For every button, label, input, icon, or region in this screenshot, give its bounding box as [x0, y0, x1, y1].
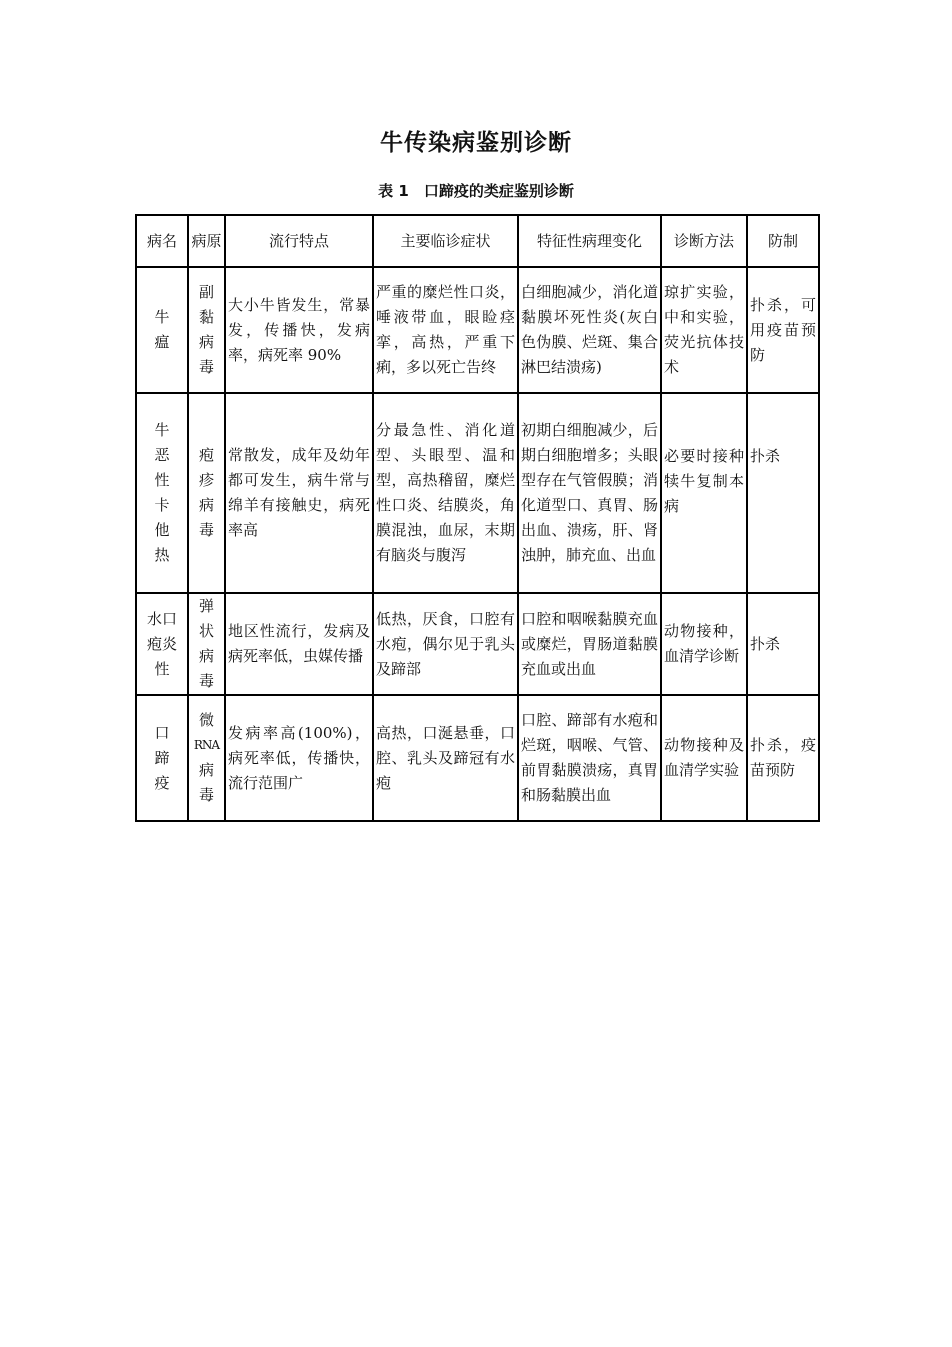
- document-title: 牛传染病鉴别诊断: [380, 130, 572, 156]
- header-pathology: 特征性病理变化: [518, 215, 661, 267]
- header-name: 病名: [136, 215, 188, 267]
- pathogen-part: 毒: [198, 786, 214, 804]
- cell-symptoms: 分最急性、消化道型、头眼型、温和型，高热稽留，糜烂性口炎、结膜炎，角膜混浊，血尿，末期有脑炎与腹泻: [373, 393, 518, 593]
- cell-pathology: 初期白细胞减少，后期白细胞增多；头眼型存在气管假膜；消化道型口、真胃、肠出血、溃疡，肝、肾浊肿，肺充血、出血: [518, 393, 661, 593]
- table-caption: 表 1 口蹄疫的类症鉴别诊断: [378, 182, 574, 200]
- diagnosis-table: [135, 214, 820, 822]
- cell-diagnosis: 动物接种，血清学诊断: [661, 593, 747, 695]
- cell-name: 口蹄疫: [136, 695, 188, 821]
- header-diagnosis: 诊断方法: [661, 215, 747, 267]
- table-row: [136, 393, 819, 593]
- header-epidemic: 流行特点: [225, 215, 373, 267]
- cell-pathology: 白细胞减少，消化道黏膜坏死性炎(灰白色伪膜、烂斑、集合淋巴结溃疡): [518, 267, 661, 393]
- cell-symptoms: 低热，厌食，口腔有水疱，偶尔见于乳头及蹄部: [373, 593, 518, 695]
- table-row: [136, 593, 819, 695]
- table-row: [136, 695, 819, 821]
- cell-name: 牛瘟: [136, 267, 188, 393]
- cell-pathogen: 弹状病毒: [188, 593, 225, 695]
- pathogen-part: 微: [198, 711, 214, 729]
- cell-symptoms: 高热，口涎悬垂，口腔、乳头及蹄冠有水疱: [373, 695, 518, 821]
- cell-pathology: 口腔和咽喉黏膜充血或糜烂，胃肠道黏膜充血或出血: [518, 593, 661, 695]
- cell-epidemic: 地区性流行，发病及病死率低，虫媒传播: [225, 593, 373, 695]
- cell-pathology: 口腔、蹄部有水疱和烂斑，咽喉、气管、前胃黏膜溃疡，真胃和肠黏膜出血: [518, 695, 661, 821]
- cell-epidemic: 常散发，成年及幼年都可发生，病牛常与绵羊有接触史，病死率高: [225, 393, 373, 593]
- cell-epidemic: 发病率高(100%)，病死率低，传播快，流行范围广: [225, 695, 373, 821]
- table-header-row: [136, 215, 819, 267]
- pathogen-part: 病: [198, 761, 214, 779]
- cell-epidemic: 大小牛皆发生，常暴发，传播快，发病率，病死率 90%: [225, 267, 373, 393]
- cell-name: 牛恶性卡他热: [136, 393, 188, 593]
- cell-control: 扑杀，疫苗预防: [747, 695, 819, 821]
- cell-control: 扑杀: [747, 393, 819, 593]
- cell-diagnosis: 动物接种及血清学实验: [661, 695, 747, 821]
- cell-control: 扑杀，可用疫苗预防: [747, 267, 819, 393]
- header-pathogen: 病原: [188, 215, 225, 267]
- cell-diagnosis: 必要时接种犊牛复制本病: [661, 393, 747, 593]
- cell-name: 水口疱炎性: [136, 593, 188, 695]
- cell-pathogen: 疱疹病毒: [188, 393, 225, 593]
- cell-diagnosis: 琼扩实验，中和实验，荧光抗体技术: [661, 267, 747, 393]
- pathogen-part: RNA: [193, 738, 220, 752]
- header-control: 防制: [747, 215, 819, 267]
- table-row: [136, 267, 819, 393]
- cell-pathogen: [188, 695, 225, 821]
- cell-control: 扑杀: [747, 593, 819, 695]
- cell-pathogen: 副黏病毒: [188, 267, 225, 393]
- header-symptoms: 主要临诊症状: [373, 215, 518, 267]
- cell-symptoms: 严重的糜烂性口炎，唾液带血，眼睑痉挛，高热，严重下痢，多以死亡告终: [373, 267, 518, 393]
